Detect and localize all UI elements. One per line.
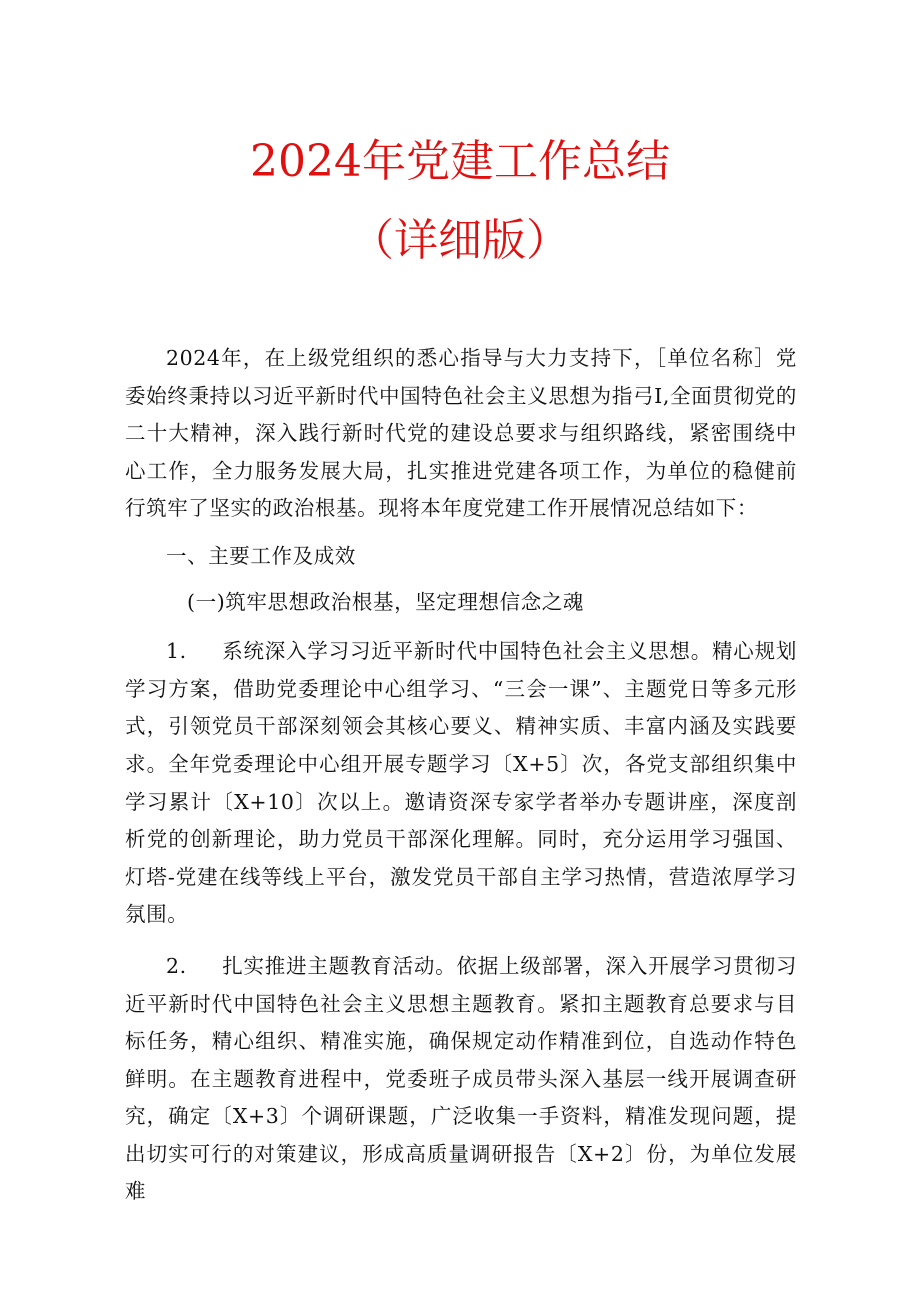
document-body <box>125 340 797 1211</box>
document-subtitle: （详细版） <box>350 215 570 266</box>
subsection-heading-1: (一)筑牢思想政治根基，坚定理想信念之魂 <box>187 589 584 614</box>
list-item <box>125 633 797 934</box>
list-item <box>125 948 797 1211</box>
list-item-text: 系统深入学习习近平新时代中国特色社会主义思想。精心规划学习方案，借助党委理论中心组学习、“三会一课”、主题党日等多元形式，引领党员干部深刻领会其核心要义、精神实质、丰富内涵及实践要求。全年党委理论中心组开展专题学习〔X+5〕次，各党支部组织集中学习累计〔X+10〕次以上。邀请资深专家学者举办专题讲座，深度剖析党的创新理论，助力党员干部深化理解。同时，充分运用学习强国、灯塔-党建在线等线上平台，激发党员干部自主学习热情，营造浓厚学习氛围。 <box>125 639 797 927</box>
section-heading-1: 一、主要工作及成效 <box>166 543 356 568</box>
intro-paragraph: 2024年，在上级党组织的悉心指导与大力支持下，［单位名称］党委始终秉持以习近平新时代中国特色社会主义思想为指弓I,全面贯彻党的二十大精神，深入践行新时代党的建设总要求与组织路线，紧密围绕中心工作，全力服务发展大局，扎实推进党建各项工作，为单位的稳健前行筑牢了坚实的政治根基。现将本年度党建工作开展情况总结如下： <box>125 346 797 521</box>
list-item-text: 扎实推进主题教育活动。依据上级部署，深入开展学习贯彻习近平新时代中国特色社会主义思想主题教育。紧扣主题教育总要求与目标任务，精心组织、精准实施，确保规定动作精准到位，自选动作特色鲜明。在主题教育进程中，党委班子成员带头深入基层一线开展调查研究，确定〔X+3〕个调研课题，广泛收集一手资料，精准发现问题，提出切实可行的对策建议，形成高质量调研报告〔X+2〕份，为单位发展难 <box>125 953 797 1204</box>
document-title: 2024年党建工作总结 <box>250 136 670 187</box>
list-item-number: 2. <box>166 953 187 978</box>
list-item-number: 1. <box>166 639 187 664</box>
